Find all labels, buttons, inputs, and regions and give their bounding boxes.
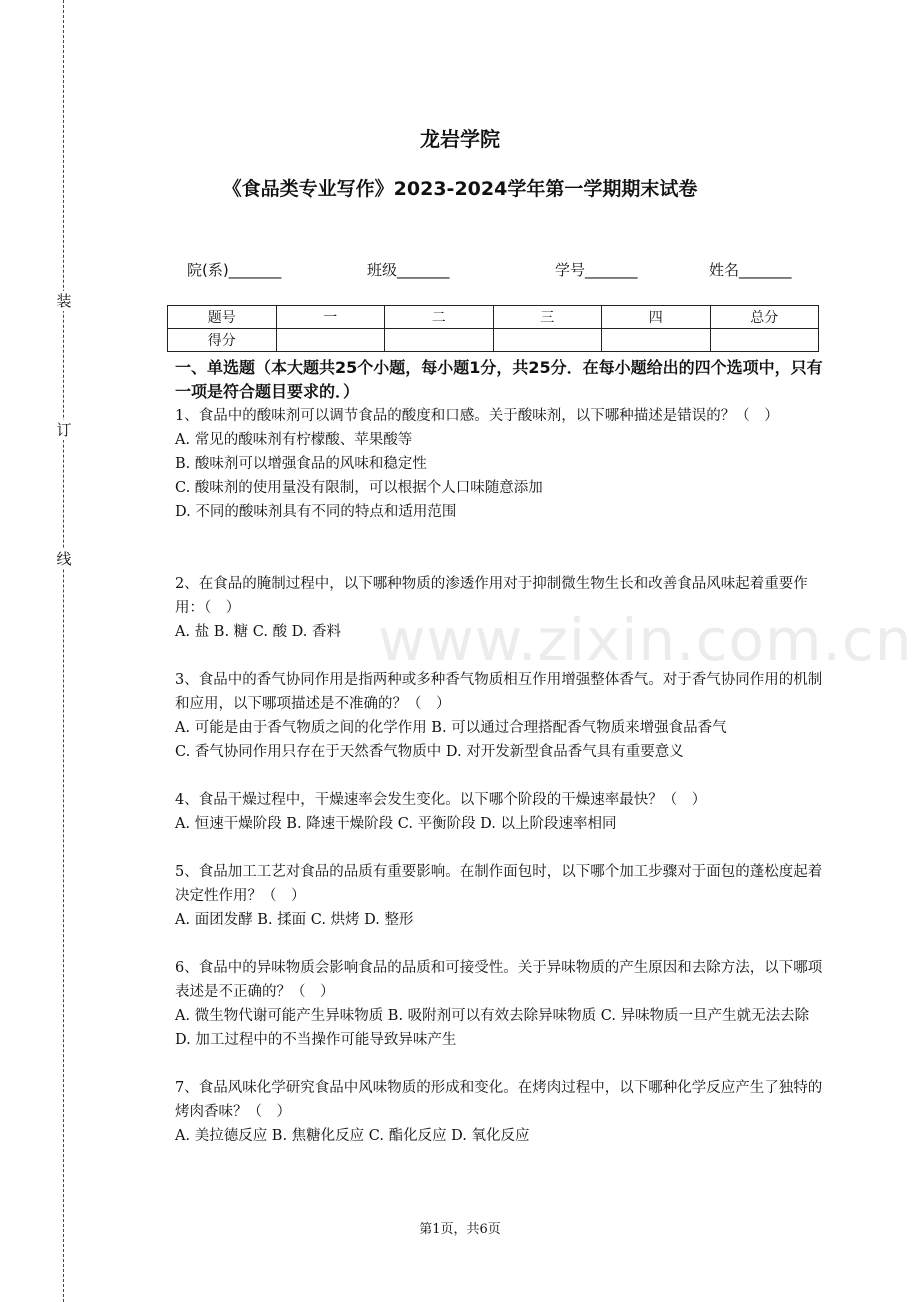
question-option: C. 酸味剂的使用量没有限制，可以根据个人口味随意添加 <box>175 480 543 496</box>
question-option: B. 酸味剂可以增强食品的风味和稳定性 <box>175 456 427 472</box>
score-table-cell: 二 <box>385 306 494 329</box>
exam-title: 《食品类专业写作》2023-2024学年第一学期期末试卷 <box>222 178 698 200</box>
score-table-score-row <box>168 329 819 352</box>
score-input-cell <box>710 329 819 352</box>
question-option: A. 面团发酵 B. 揉面 C. 烘烤 D. 整形 <box>175 912 414 928</box>
binding-char-zhuang: 装 <box>56 292 72 310</box>
school-name: 龙岩学院 <box>420 127 500 151</box>
question-option: A. 美拉德反应 B. 焦糖化反应 C. 酯化反应 D. 氧化反应 <box>175 1128 530 1144</box>
score-input-cell <box>493 329 602 352</box>
score-table-cell: 一 <box>276 306 385 329</box>
question-4 <box>175 788 825 836</box>
department-field: 院(系)_______ <box>187 261 282 279</box>
score-input-cell <box>602 329 711 352</box>
question-1 <box>175 404 825 524</box>
watermark: www.zixin.com.cn <box>378 606 913 674</box>
question-option: A. 可能是由于香气物质之间的化学作用 B. 可以通过合理搭配香气物质来增强食品香气 <box>175 720 727 736</box>
question-stem: 1、食品中的酸味剂可以调节食品的酸度和口感。关于酸味剂，以下哪种描述是错误的？（ ） <box>175 408 779 424</box>
score-table-cell: 总分 <box>710 306 819 329</box>
score-table-header-row <box>168 306 819 329</box>
question-option: D. 不同的酸味剂具有不同的特点和适用范围 <box>175 504 457 520</box>
score-input-cell <box>385 329 494 352</box>
question-stem: 5、食品加工工艺对食品的品质有重要影响。在制作面包时，以下哪个加工步骤对于面包的蓬松度起着决定性作用？（ ） <box>175 864 823 904</box>
score-table-cell: 三 <box>493 306 602 329</box>
section-title: 一、单选题（本大题共25个小题，每小题1分，共25分．在每小题给出的四个选项中，只有一项是符合题目要求的．） <box>175 358 823 401</box>
page-footer: 第1页，共6页 <box>419 1222 501 1237</box>
question-3 <box>175 668 825 764</box>
question-option: A. 微生物代谢可能产生异味物质 B. 吸附剂可以有效去除异味物质 C. 异味物质一旦产生就无法去除 D. 加工过程中的不当操作可能导致异味产生 <box>175 1008 810 1048</box>
question-option: A. 盐 B. 糖 C. 酸 D. 香料 <box>175 624 342 640</box>
question-stem: 2、在食品的腌制过程中，以下哪种物质的渗透作用对于抑制微生物生长和改善食品风味起着重要作用：（ ） <box>175 576 808 616</box>
question-stem: 7、食品风味化学研究食品中风味物质的形成和变化。在烤肉过程中，以下哪种化学反应产生了独特的烤肉香味？（ ） <box>175 1080 823 1120</box>
score-table-cell: 得分 <box>168 329 277 352</box>
question-5 <box>175 860 825 932</box>
score-table-cell: 四 <box>602 306 711 329</box>
score-table <box>167 305 819 352</box>
question-7 <box>175 1076 825 1148</box>
binding-char-ding: 订 <box>56 421 72 439</box>
student-id-field: 学号_______ <box>555 261 638 279</box>
question-stem: 6、食品中的异味物质会影响食品的品质和可接受性。关于异味物质的产生原因和去除方法，以下哪项表述是不正确的？（ ） <box>175 960 823 1000</box>
binding-char-xian: 线 <box>56 550 72 568</box>
score-table-cell: 题号 <box>168 306 277 329</box>
score-input-cell <box>276 329 385 352</box>
question-stem: 4、食品干燥过程中，干燥速率会发生变化。以下哪个阶段的干燥速率最快？（ ） <box>175 792 707 808</box>
question-stem: 3、食品中的香气协同作用是指两种或多种香气物质相互作用增强整体香气。对于香气协同作用的机制和应用，以下哪项描述是不准确的？（ ） <box>175 672 823 712</box>
name-field: 姓名_______ <box>709 261 792 279</box>
class-field: 班级_______ <box>367 261 450 279</box>
question-option: C. 香气协同作用只存在于天然香气物质中 D. 对开发新型食品香气具有重要意义 <box>175 744 684 760</box>
question-option: A. 恒速干燥阶段 B. 降速干燥阶段 C. 平衡阶段 D. 以上阶段速率相同 <box>175 816 617 832</box>
question-option: A. 常见的酸味剂有柠檬酸、苹果酸等 <box>175 432 413 448</box>
question-6 <box>175 956 825 1052</box>
